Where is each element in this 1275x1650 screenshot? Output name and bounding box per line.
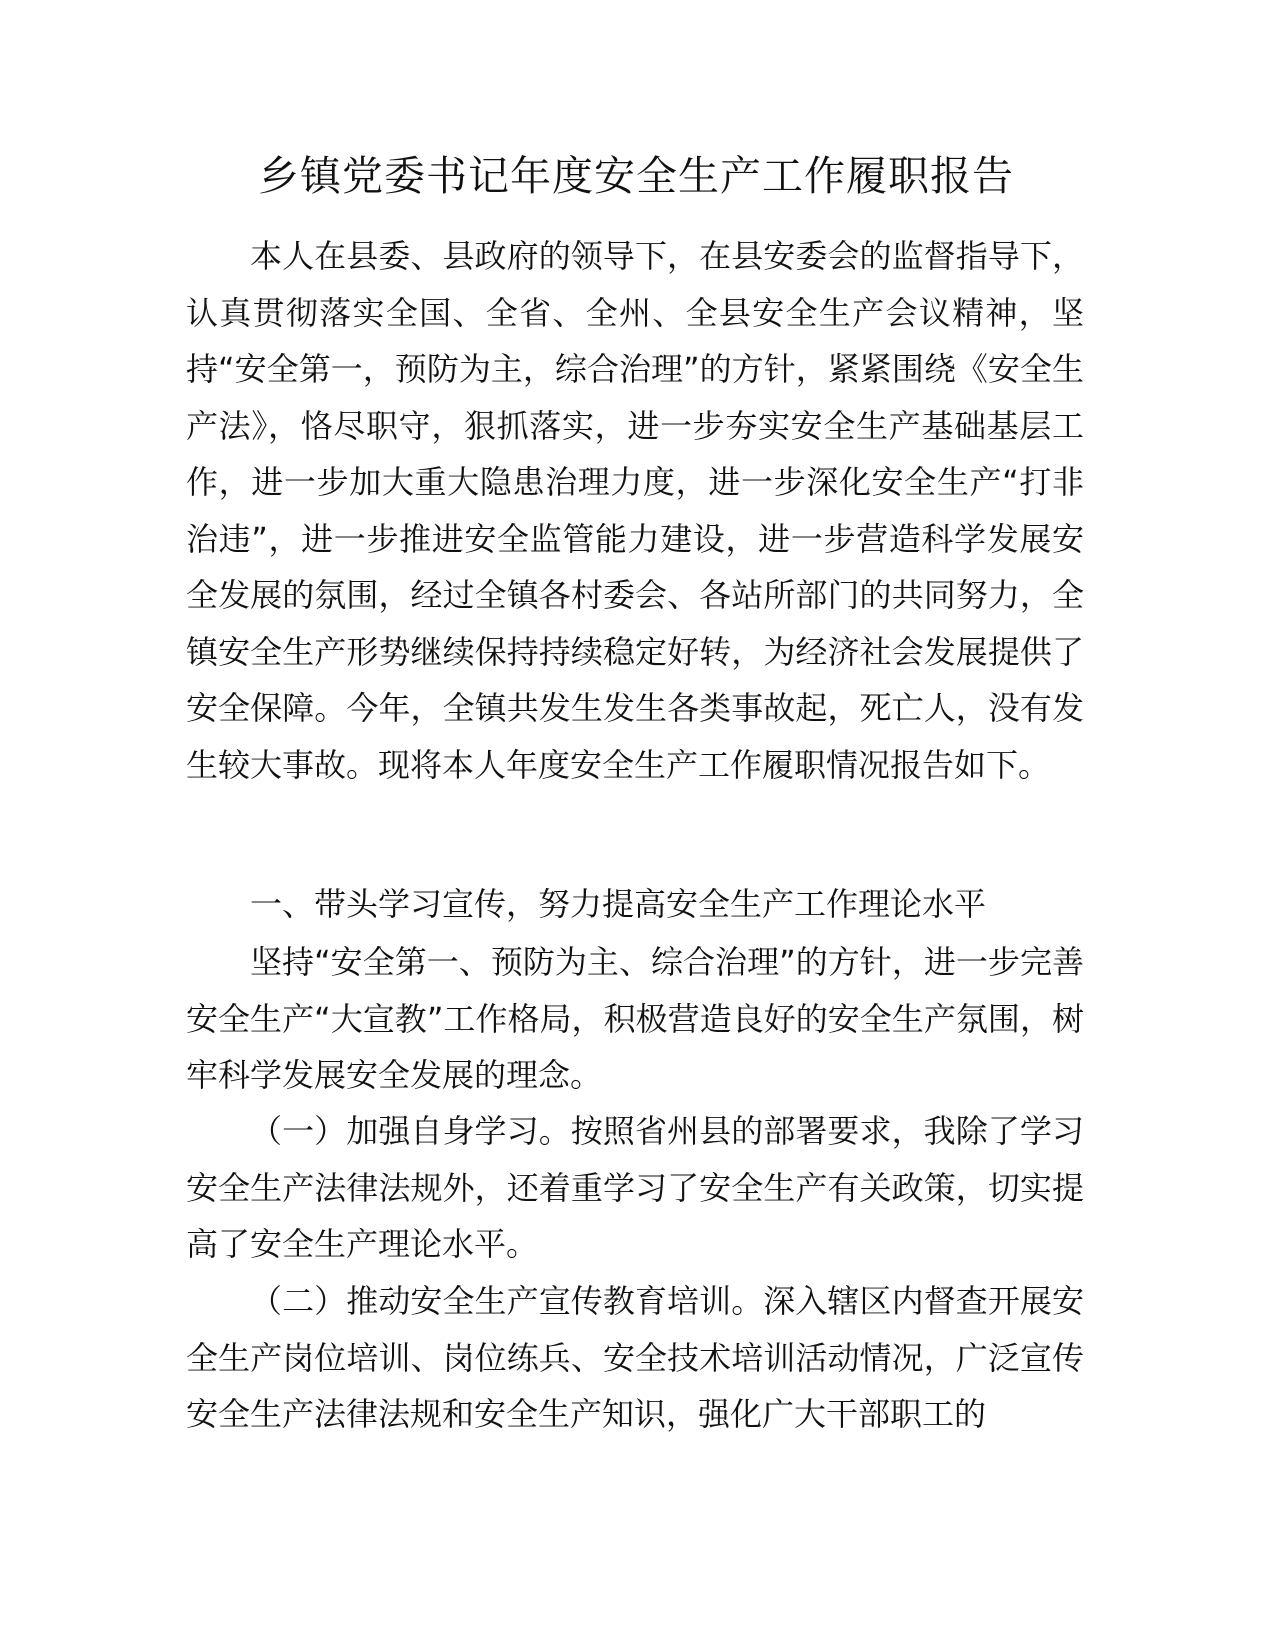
document-title: 乡镇党委书记年度安全生产工作履职报告 — [258, 152, 1014, 200]
section-1-paragraph: 坚持“安全第一、预防为主、综合治理”的方针，进一步完善安全生产“大宣教”工作格局，积极营造良好的安全生产氛围，树牢科学发展安全发展的理念。 — [186, 943, 1084, 1094]
section-heading-1: 一、带头学习宣传，努力提高安全生产工作理论水平 — [250, 885, 987, 923]
subsection-1-paragraph: （一）加强自身学习。按照省州县的部署要求，我除了学习安全生产法律法规外，还着重学习了安全生产有关政策，切实提高了安全生产理论水平。 — [186, 1112, 1084, 1263]
subsection-2-paragraph: （二）推动安全生产宣传教育培训。深入辖区内督查开展安全生产岗位培训、岗位练兵、安全技术培训活动情况，广泛宣传安全生产法律法规和安全生产知识，强化广大干部职工的 — [186, 1282, 1084, 1433]
intro-paragraph: 本人在县委、县政府的领导下，在县安委会的监督指导下，认真贯彻落实全国、全省、全州、全县安全生产会议精神，坚持“安全第一，预防为主，综合治理”的方针，紧紧围绕《安全生产法》，恪尽职守，狠抓落实，进一步夯实安全生产基础基层工作，进一步加大重大隐患治理力度，进一步深化安全生产“打非治违”，进一步推进安全监管能力建设，进一步营造科学发展安全发展的氛围，经过全镇各村委会、各站所部门的共同努力，全镇安全生产形势继续保持持续稳定好转，为经济社会发展提供了安全保障。今年，全镇共发生发生各类事故起，死亡人，没有发生较大事故。现将本人年度安全生产工作履职情况报告如下。 — [186, 237, 1084, 784]
